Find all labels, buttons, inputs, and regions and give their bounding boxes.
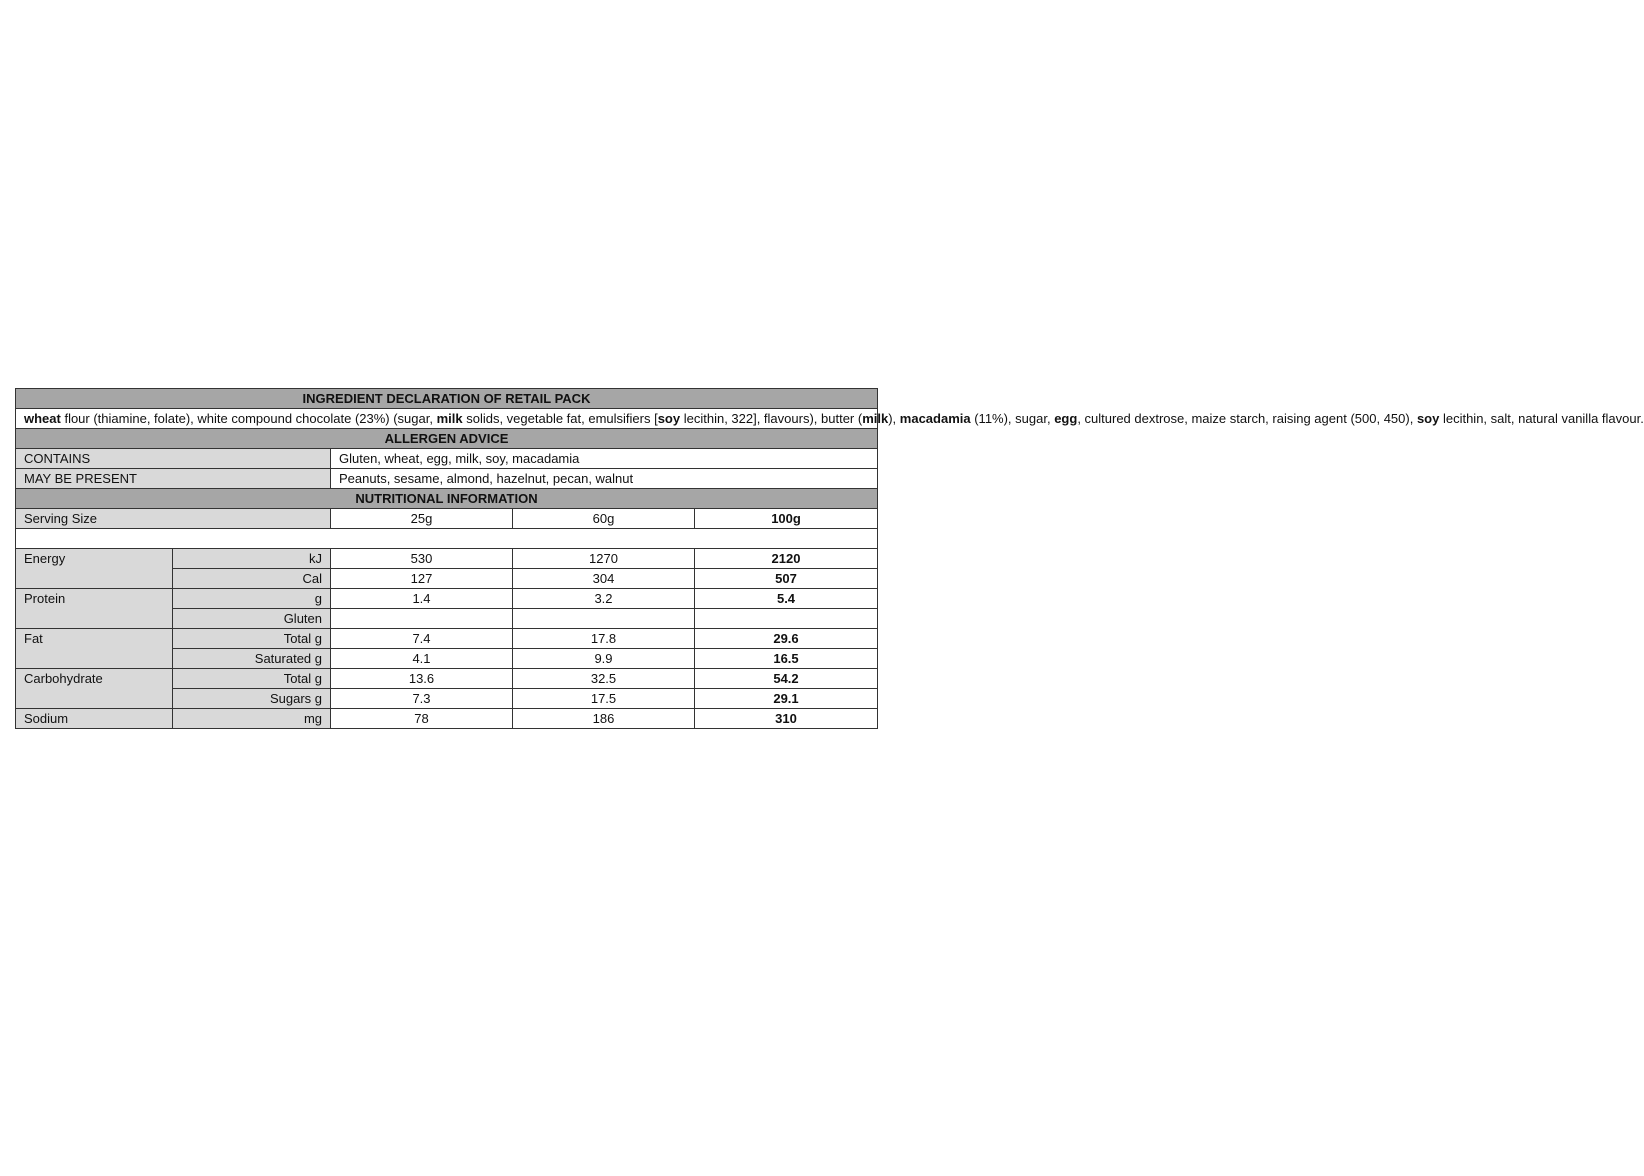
nutrient-value: 5.4 <box>695 589 878 609</box>
nutrient-unit: Total g <box>173 669 331 689</box>
nutrient-value: 7.4 <box>331 629 513 649</box>
nutrient-name: Energy <box>16 549 173 589</box>
may-be-present-value: Peanuts, sesame, almond, hazelnut, pecan, walnut <box>331 469 878 489</box>
contains-value: Gluten, wheat, egg, milk, soy, macadamia <box>331 449 878 469</box>
nutrition-row <box>16 709 878 729</box>
ingredient-segment: solids, vegetable fat, emulsifiers [ <box>462 411 658 426</box>
nutrient-value: 2120 <box>695 549 878 569</box>
nutrient-value: 186 <box>513 709 695 729</box>
spec-table <box>15 388 1644 729</box>
nutrient-name: Sodium <box>16 709 173 729</box>
nutrition-row <box>16 549 878 569</box>
nutrition-row <box>16 629 878 649</box>
ingredient-text <box>16 409 1644 429</box>
ingredient-segment: , cultured dextrose, maize starch, raising agent (500, 450), <box>1077 411 1417 426</box>
nutrient-unit: g <box>173 589 331 609</box>
nutrient-value: 310 <box>695 709 878 729</box>
ingredient-allergen: soy <box>1416 411 1440 426</box>
ingredient-title: INGREDIENT DECLARATION OF RETAIL PACK <box>16 389 878 409</box>
nutrient-value: 13.6 <box>331 669 513 689</box>
nutrient-value: 54.2 <box>695 669 878 689</box>
spacer-cell <box>16 529 878 549</box>
nutrient-unit: mg <box>173 709 331 729</box>
nutrient-value: 3.2 <box>513 589 695 609</box>
nutrient-unit: Sugars g <box>173 689 331 709</box>
nutrient-value: 16.5 <box>695 649 878 669</box>
ingredient-allergen: milk <box>862 411 889 426</box>
serving-size-row <box>16 509 878 529</box>
nutrient-value: 9.9 <box>513 649 695 669</box>
ingredient-allergen: soy <box>657 411 681 426</box>
serving-size-100g: 100g <box>695 509 878 529</box>
nutrition-header-row <box>16 489 878 509</box>
nutrient-unit: Saturated g <box>173 649 331 669</box>
nutrient-value <box>695 609 878 629</box>
nutrient-value: 29.1 <box>695 689 878 709</box>
ingredient-segment: lecithin, 322], flavours), butter ( <box>680 411 863 426</box>
ingredient-segment: flour (thiamine, folate), white compound chocolate (23%) (sugar, <box>60 411 437 426</box>
nutrient-value: 304 <box>513 569 695 589</box>
nutrient-unit: Gluten <box>173 609 331 629</box>
nutrient-value: 1270 <box>513 549 695 569</box>
nutrient-value: 1.4 <box>331 589 513 609</box>
product-spec-sheet <box>15 388 1644 729</box>
ingredient-allergen: macadamia <box>899 411 971 426</box>
may-be-present-row <box>16 469 878 489</box>
nutrient-value: 7.3 <box>331 689 513 709</box>
nutrient-name: Protein <box>16 589 173 629</box>
allergen-title: ALLERGEN ADVICE <box>16 429 878 449</box>
nutrient-value: 4.1 <box>331 649 513 669</box>
ingredient-allergen: egg <box>1054 411 1078 426</box>
contains-row <box>16 449 878 469</box>
serving-size-label: Serving Size <box>16 509 331 529</box>
ingredient-allergen: milk <box>436 411 463 426</box>
ingredient-segment: ), <box>888 411 900 426</box>
nutrient-unit: Cal <box>173 569 331 589</box>
nutrient-value: 507 <box>695 569 878 589</box>
nutrient-unit: Total g <box>173 629 331 649</box>
ingredient-segment: lecithin, salt, natural vanilla flavour. <box>1439 411 1644 426</box>
ingredient-allergen: wheat <box>24 411 61 426</box>
nutrient-value: 127 <box>331 569 513 589</box>
nutrition-row <box>16 669 878 689</box>
nutrient-value: 29.6 <box>695 629 878 649</box>
nutrient-name: Carbohydrate <box>16 669 173 709</box>
ingredient-text-row <box>16 409 878 429</box>
nutrition-title: NUTRITIONAL INFORMATION <box>16 489 878 509</box>
may-be-present-label: MAY BE PRESENT <box>16 469 331 489</box>
nutrient-unit: kJ <box>173 549 331 569</box>
nutrient-value: 78 <box>331 709 513 729</box>
allergen-header-row <box>16 429 878 449</box>
nutrition-row <box>16 589 878 609</box>
ingredient-segment: (11%), sugar, <box>970 411 1055 426</box>
nutrient-value: 530 <box>331 549 513 569</box>
ingredient-header-row <box>16 389 878 409</box>
serving-size-60g: 60g <box>513 509 695 529</box>
spacer-row <box>16 529 878 549</box>
contains-label: CONTAINS <box>16 449 331 469</box>
serving-size-25g: 25g <box>331 509 513 529</box>
nutrient-value <box>331 609 513 629</box>
nutrient-value <box>513 609 695 629</box>
nutrient-value: 17.8 <box>513 629 695 649</box>
nutrient-value: 32.5 <box>513 669 695 689</box>
nutrient-value: 17.5 <box>513 689 695 709</box>
nutrient-name: Fat <box>16 629 173 669</box>
